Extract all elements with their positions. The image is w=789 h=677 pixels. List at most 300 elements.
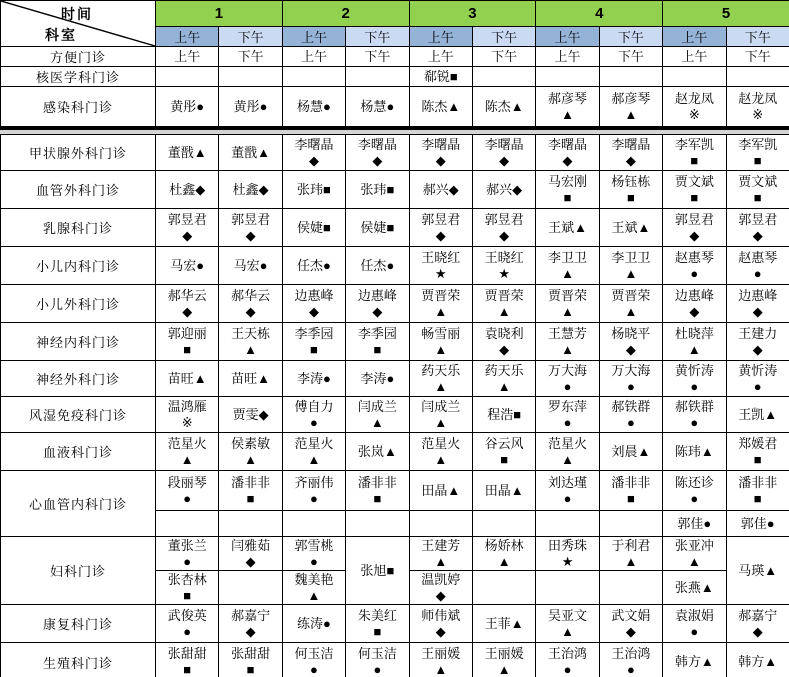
- am-header: 上午: [663, 27, 726, 47]
- schedule-cell: [663, 605, 726, 643]
- shift-symbol: ◆: [499, 341, 510, 357]
- doctor-name: 杜鑫: [169, 181, 196, 197]
- shift-text: 上午: [681, 48, 708, 64]
- schedule-cell: [663, 135, 726, 171]
- schedule-cell: [536, 171, 599, 209]
- schedule-cell: [663, 471, 726, 511]
- doctor-name: 李曙晶: [421, 136, 461, 152]
- shift-symbol: ◆: [499, 227, 510, 243]
- schedule-cell: [219, 471, 282, 511]
- doctor-name: 陈还诊: [674, 474, 714, 490]
- shift-symbol: ◆: [182, 227, 193, 243]
- schedule-cell: [536, 605, 599, 643]
- shift-symbol: ▲: [637, 443, 651, 459]
- doctor-name: 闫成兰: [357, 398, 397, 414]
- schedule-cell: [156, 537, 219, 571]
- doctor-name: 药天乐: [421, 362, 461, 378]
- schedule-cell: [663, 285, 726, 323]
- doctor-name: 万大海: [548, 362, 588, 378]
- pm-header: 下午: [472, 27, 535, 47]
- shift-symbol: ▲: [561, 265, 574, 281]
- table-row: [1, 471, 789, 511]
- shift-symbol: ■: [753, 451, 762, 467]
- doctor-name: 范星火: [421, 435, 461, 451]
- schedule-cell: [219, 643, 282, 677]
- table-row: [1, 433, 789, 471]
- shift-symbol: ●: [563, 662, 572, 677]
- shift-symbol: ●: [563, 490, 572, 506]
- doctor-name: 马宏: [170, 257, 197, 273]
- schedule-cell: [156, 571, 219, 605]
- shift-symbol: ▲: [624, 265, 638, 281]
- schedule-cell: [472, 397, 535, 433]
- schedule-cell: [156, 323, 219, 361]
- doctor-name: 黄彤: [233, 98, 260, 114]
- schedule-cell: [536, 397, 599, 433]
- doctor-name: 王治鸿: [611, 646, 651, 661]
- shift-symbol: ●: [690, 490, 699, 506]
- doctor-name: 李曙晶: [611, 136, 651, 152]
- doctor-name: 杨慧: [297, 98, 324, 114]
- shift-symbol: ▲: [434, 451, 448, 467]
- doctor-name: 马瑛: [738, 562, 765, 578]
- doctor-name: 李涛: [360, 370, 387, 386]
- schedule-cell: [346, 135, 409, 171]
- shift-symbol: ■: [183, 341, 192, 357]
- doctor-name: 田晶: [421, 482, 448, 498]
- doctor-name: 赵龙凤: [674, 90, 714, 106]
- table-row: [1, 643, 789, 677]
- shift-symbol: ◆: [752, 303, 763, 319]
- shift-symbol: ◆: [195, 181, 206, 197]
- doctor-name: 王菲: [484, 615, 511, 631]
- doctor-name: 温凯婷: [421, 571, 461, 587]
- schedule-cell: [726, 47, 789, 67]
- schedule-cell: [472, 361, 535, 397]
- shift-symbol: ◆: [625, 341, 636, 357]
- schedule-cell: [472, 537, 535, 571]
- doctor-name: 李卫卫: [548, 249, 588, 265]
- schedule-cell: [156, 135, 219, 171]
- shift-symbol: ■: [183, 662, 192, 677]
- schedule-cell: [156, 511, 219, 537]
- dept-label: 核医学科门诊: [1, 67, 156, 87]
- doctor-name: 李曙晶: [357, 136, 397, 152]
- shift-symbol: ■: [183, 587, 192, 603]
- doctor-name: 张甜甜: [167, 646, 207, 661]
- schedule-cell: [156, 67, 219, 87]
- doctor-name: 郗锐: [423, 68, 450, 84]
- shift-symbol: ●: [690, 623, 699, 639]
- shift-symbol: ▲: [497, 662, 511, 677]
- schedule-cell: [219, 433, 282, 471]
- shift-symbol: ▲: [307, 451, 321, 467]
- shift-symbol: ◆: [372, 303, 383, 319]
- doctor-name: 杨晓平: [611, 325, 651, 341]
- schedule-cell: [726, 67, 789, 87]
- doctor-name: 闫雅茹: [231, 537, 271, 553]
- shift-symbol: ◆: [308, 152, 319, 168]
- doctor-name: 武俊英: [167, 607, 207, 623]
- doctor-name: 张玮: [297, 181, 324, 197]
- doctor-name: 侯婕: [360, 219, 387, 235]
- schedule-cell: [536, 571, 599, 605]
- dept-label: 康复科门诊: [1, 605, 156, 643]
- doctor-name: 刘达瑾: [548, 474, 588, 490]
- dept-label: 神经外科门诊: [1, 361, 156, 397]
- shift-symbol: ▲: [193, 144, 207, 160]
- shift-symbol: ■: [373, 490, 382, 506]
- shift-symbol: ■: [513, 406, 522, 422]
- doctor-name: 王治鸿: [548, 646, 588, 661]
- schedule-cell: [282, 47, 345, 67]
- shift-symbol: ●: [183, 553, 192, 569]
- doctor-name: 何玉洁: [357, 646, 397, 661]
- doctor-name: 郭昱君: [484, 211, 524, 227]
- doctor-name: 魏美艳: [294, 571, 334, 587]
- am-header: 上午: [409, 27, 472, 47]
- doctor-name: 张亚冲: [674, 537, 714, 553]
- schedule-cell: [726, 605, 789, 643]
- dept-label: 感染科门诊: [1, 87, 156, 127]
- schedule-cell: [472, 67, 535, 87]
- schedule-cell: [346, 67, 409, 87]
- shift-symbol: ●: [563, 378, 572, 394]
- schedule-cell: [599, 537, 662, 571]
- table-row: [1, 67, 789, 87]
- shift-text: 上午: [554, 48, 581, 64]
- schedule-cell: [472, 643, 535, 677]
- schedule-cell: [346, 511, 409, 537]
- day-header-1: 1: [156, 1, 283, 27]
- schedule-cell: [219, 605, 282, 643]
- shift-symbol: ▲: [497, 378, 511, 394]
- shift-symbol: ★: [561, 553, 574, 569]
- schedule-cell: [599, 511, 662, 537]
- shift-symbol: ■: [386, 219, 395, 235]
- doctor-name: 马宏: [233, 257, 260, 273]
- schedule-cell: [663, 643, 726, 677]
- schedule-cell: [282, 433, 345, 471]
- doctor-name: 杨钰栋: [611, 173, 651, 189]
- shift-text: 上午: [427, 48, 454, 64]
- table-row: [1, 171, 789, 209]
- shift-symbol: ▲: [180, 451, 194, 467]
- schedule-cell: [409, 471, 472, 511]
- doctor-name: 陈杰: [421, 98, 448, 114]
- doctor-name: 程浩: [487, 406, 514, 422]
- schedule-cell: [726, 433, 789, 471]
- schedule-cell: [472, 47, 535, 67]
- shift-symbol: ●: [323, 98, 331, 114]
- doctor-name: 潘非非: [611, 474, 651, 490]
- schedule-cell: [282, 471, 345, 511]
- doctor-name: 郭昱君: [167, 211, 207, 227]
- schedule-cell: [472, 87, 535, 127]
- doctor-name: 郝嘉宁: [231, 607, 271, 623]
- dept-label: 妇科门诊: [1, 537, 156, 605]
- dept-label: 血液科门诊: [1, 433, 156, 471]
- shift-symbol: ●: [310, 553, 318, 569]
- shift-symbol: ◆: [752, 227, 763, 243]
- schedule-cell: [472, 323, 535, 361]
- doctor-name: 任杰: [360, 257, 387, 273]
- doctor-name: 郭迎丽: [167, 325, 207, 341]
- shift-symbol: ●: [627, 662, 635, 677]
- schedule-cell: [536, 285, 599, 323]
- doctor-name: 齐丽伟: [294, 474, 334, 490]
- doctor-name: 马宏刚: [548, 173, 588, 189]
- shift-symbol: ●: [323, 370, 331, 386]
- doctor-name: 边惠峰: [738, 287, 778, 303]
- shift-symbol: ▲: [497, 303, 511, 319]
- schedule-cell: [599, 171, 662, 209]
- doctor-name: 郝兴: [486, 181, 513, 197]
- shift-symbol: ▲: [624, 106, 638, 122]
- shift-symbol: ▲: [764, 654, 778, 669]
- doctor-name: 杨慧: [360, 98, 387, 114]
- shift-text: 上午: [300, 48, 327, 64]
- shift-symbol: ■: [386, 181, 395, 197]
- schedule-cell: [219, 171, 282, 209]
- schedule-cell: [409, 511, 472, 537]
- schedule-cell: [409, 209, 472, 247]
- shift-symbol: ※: [181, 414, 193, 430]
- pm-header: 下午: [726, 27, 789, 47]
- doctor-name: 王丽媛: [484, 646, 524, 661]
- schedule-cell: [663, 511, 726, 537]
- schedule-cell: [726, 643, 789, 677]
- shift-symbol: ●: [259, 257, 268, 273]
- shift-symbol: ◆: [752, 341, 763, 357]
- doctor-name: 温鸿雁: [167, 398, 207, 414]
- table-row: [1, 537, 789, 571]
- am-header: 上午: [156, 27, 219, 47]
- doctor-name: 练涛: [297, 615, 324, 631]
- doctor-name: 李季园: [294, 325, 334, 341]
- shift-symbol: ▲: [561, 341, 574, 357]
- pm-header: 下午: [599, 27, 662, 47]
- corner-header-cell: [1, 1, 156, 47]
- doctor-name: 杨娇林: [484, 537, 524, 553]
- schedule-cell: [409, 67, 472, 87]
- shift-symbol: ■: [753, 490, 762, 506]
- schedule-cell: [156, 605, 219, 643]
- schedule-cell: [472, 605, 535, 643]
- doctor-name: 边惠峰: [294, 287, 334, 303]
- doctor-name: 贾晋荣: [421, 287, 461, 303]
- schedule-cell: [282, 323, 345, 361]
- schedule-cell: [346, 397, 409, 433]
- schedule-cell: [726, 171, 789, 209]
- schedule-cell: [726, 537, 789, 605]
- schedule-cell: [282, 643, 345, 677]
- dept-label: 风湿免疫科门诊: [1, 397, 156, 433]
- schedule-cell: [156, 285, 219, 323]
- shift-symbol: ◆: [182, 303, 193, 319]
- doctor-name: 万大海: [611, 362, 651, 378]
- shift-symbol: ▲: [561, 451, 574, 467]
- doctor-name: 王天栋: [231, 325, 271, 341]
- schedule-cell: [536, 643, 599, 677]
- table-row: [1, 285, 789, 323]
- shift-symbol: ●: [627, 414, 635, 430]
- shift-symbol: ▲: [510, 98, 524, 114]
- schedule-cell: [599, 397, 662, 433]
- table-row: [1, 47, 789, 67]
- doctor-name: 郝彦琴: [548, 90, 588, 106]
- doctor-name: 李曙晶: [548, 136, 588, 152]
- doctor-name: 侯素敏: [231, 435, 271, 451]
- shift-symbol: ▲: [561, 623, 574, 639]
- shift-symbol: ■: [500, 451, 509, 467]
- schedule-cell: [346, 171, 409, 209]
- shift-symbol: ◆: [435, 623, 446, 639]
- schedule-cell: [599, 323, 662, 361]
- schedule-cell: [599, 247, 662, 285]
- shift-symbol: ●: [373, 662, 382, 677]
- shift-symbol: ◆: [435, 227, 446, 243]
- doctor-name: 谷云风: [484, 435, 524, 451]
- shift-symbol: ■: [690, 152, 699, 168]
- day-header-5: 5: [663, 1, 789, 27]
- schedule-cell: [409, 47, 472, 67]
- shift-text: 下午: [364, 48, 391, 64]
- schedule-cell: [599, 643, 662, 677]
- doctor-name: 郝彦琴: [611, 90, 651, 106]
- doctor-name: 李军凯: [738, 136, 778, 152]
- doctor-name: 郝兴: [422, 181, 449, 197]
- schedule-cell: [536, 135, 599, 171]
- doctor-name: 王丽媛: [421, 646, 461, 661]
- doctor-name: 赵龙凤: [738, 90, 778, 106]
- schedule-cell: [156, 87, 219, 127]
- schedule-cell: [409, 171, 472, 209]
- shift-symbol: ●: [703, 515, 712, 531]
- shift-symbol: ◆: [245, 227, 256, 243]
- schedule-cell: [156, 361, 219, 397]
- schedule-cell: [599, 67, 662, 87]
- schedule-cell: [219, 47, 282, 67]
- doctor-name: 郭雪桃: [294, 537, 334, 553]
- shift-symbol: ▲: [257, 370, 271, 386]
- shift-symbol: ◆: [499, 152, 510, 168]
- doctor-name: 张玮: [360, 181, 387, 197]
- doctor-name: 潘非非: [738, 474, 778, 490]
- shift-symbol: ▲: [307, 587, 321, 603]
- schedule-cell: [156, 471, 219, 511]
- doctor-name: 罗东萍: [548, 398, 588, 414]
- doctor-name: 张杏林: [167, 571, 207, 587]
- shift-symbol: ◆: [258, 181, 269, 197]
- schedule-table-header-section: [0, 0, 789, 127]
- schedule-cell: [219, 397, 282, 433]
- shift-symbol: ▲: [624, 303, 638, 319]
- schedule-cell: [219, 537, 282, 571]
- schedule-cell: [599, 361, 662, 397]
- dept-label: 神经内科门诊: [1, 323, 156, 361]
- schedule-cell: [663, 397, 726, 433]
- doctor-name: 郝华云: [231, 287, 271, 303]
- doctor-name: 黄忻涛: [674, 362, 714, 378]
- doctor-name: 韩方: [738, 654, 765, 669]
- doctor-name: 田晶: [484, 482, 511, 498]
- schedule-cell: [663, 537, 726, 571]
- schedule-cell: [472, 471, 535, 511]
- doctor-name: 张旭: [360, 562, 387, 578]
- schedule-cell: [409, 247, 472, 285]
- dept-label: 小儿外科门诊: [1, 285, 156, 323]
- schedule-cell: [726, 135, 789, 171]
- doctor-name: 董戬: [231, 144, 258, 160]
- schedule-cell: [472, 511, 535, 537]
- schedule-cell: [409, 135, 472, 171]
- shift-symbol: ●: [310, 414, 318, 430]
- shift-symbol: ●: [323, 257, 331, 273]
- shift-symbol: ▲: [193, 370, 207, 386]
- shift-symbol: ●: [690, 265, 699, 281]
- schedule-cell: [599, 47, 662, 67]
- schedule-cell: [536, 323, 599, 361]
- schedule-cell: [599, 605, 662, 643]
- shift-symbol: ◆: [258, 406, 269, 422]
- shift-symbol: ■: [627, 189, 635, 205]
- dept-label: 乳腺科门诊: [1, 209, 156, 247]
- shift-symbol: ▲: [624, 553, 638, 569]
- shift-symbol: ▲: [687, 553, 701, 569]
- schedule-cell: [409, 361, 472, 397]
- schedule-cell: [663, 47, 726, 67]
- shift-symbol: ◆: [435, 152, 446, 168]
- shift-symbol: ▲: [561, 303, 574, 319]
- shift-symbol: ◆: [689, 227, 700, 243]
- schedule-cell: [472, 571, 535, 605]
- doctor-name: 畅雪丽: [421, 325, 461, 341]
- shift-symbol: ※: [752, 106, 764, 122]
- doctor-name: 朱美红: [357, 607, 397, 623]
- shift-symbol: ◆: [625, 623, 636, 639]
- schedule-cell: [346, 471, 409, 511]
- shift-symbol: ▲: [434, 303, 448, 319]
- shift-symbol: ▲: [637, 219, 651, 235]
- schedule-cell: [346, 209, 409, 247]
- schedule-cell: [599, 571, 662, 605]
- schedule-cell: [219, 285, 282, 323]
- shift-symbol: ◆: [562, 152, 573, 168]
- doctor-name: 王慧芳: [548, 325, 588, 341]
- shift-symbol: ●: [386, 98, 395, 114]
- schedule-cell: [156, 171, 219, 209]
- doctor-name: 贾雯: [232, 406, 259, 422]
- schedule-cell: [726, 511, 789, 537]
- schedule-cell: [346, 605, 409, 643]
- shift-symbol: ●: [323, 615, 331, 631]
- table-row: [1, 135, 789, 171]
- schedule-cell: [726, 471, 789, 511]
- doctor-name: 郭昱君: [738, 211, 778, 227]
- shift-symbol: ▲: [687, 341, 701, 357]
- schedule-cell: [599, 135, 662, 171]
- doctor-name: 王晓红: [484, 249, 524, 265]
- doctor-name: 郭佳: [677, 515, 704, 531]
- shift-symbol: ●: [196, 98, 205, 114]
- schedule-cell: [219, 67, 282, 87]
- doctor-name: 潘非非: [231, 474, 271, 490]
- shift-symbol: ▲: [447, 482, 461, 498]
- doctor-name: 苗旺: [231, 370, 258, 386]
- schedule-cell: [663, 87, 726, 127]
- doctor-name: 闫成兰: [421, 398, 461, 414]
